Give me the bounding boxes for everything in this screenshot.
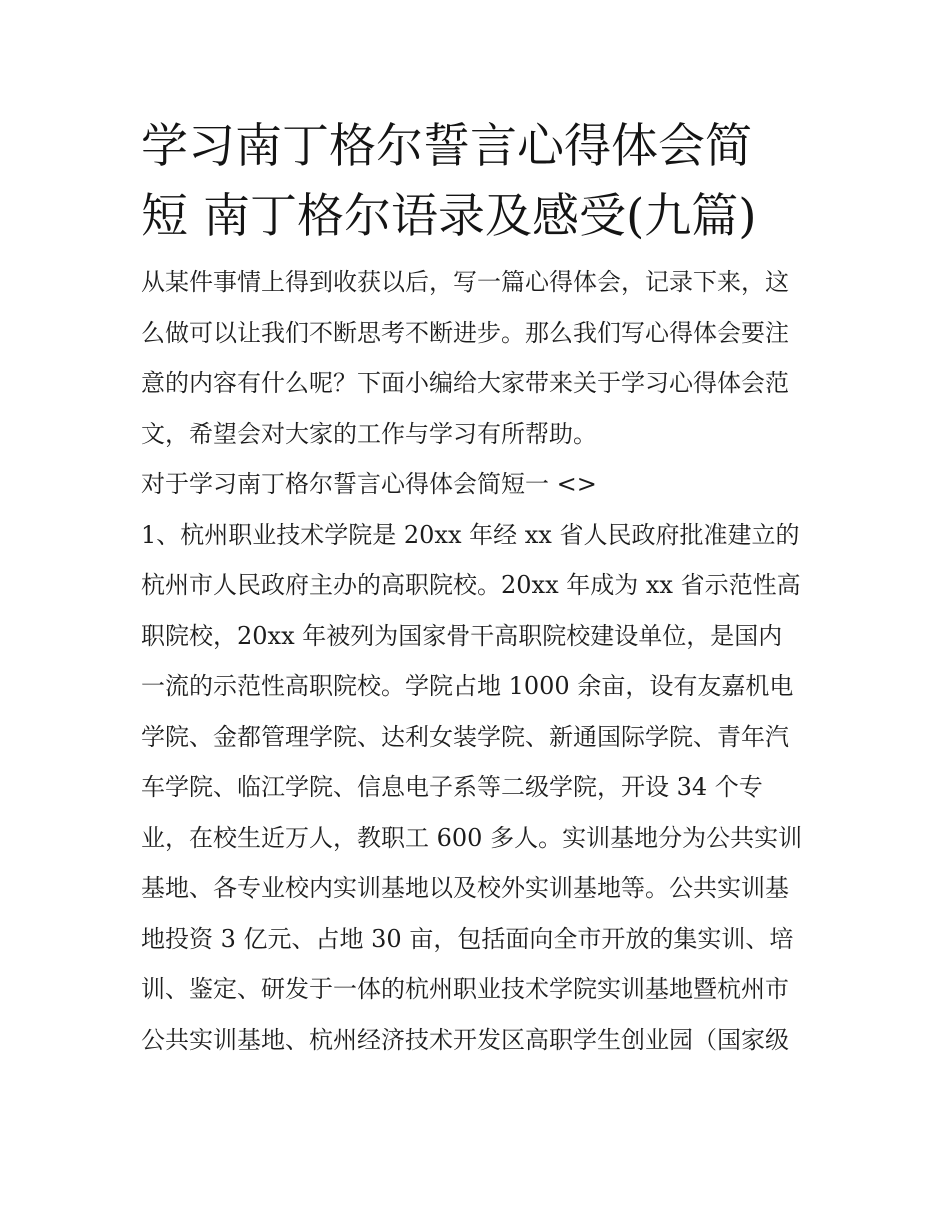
body-line: 一流的示范性高职院校。学院占地 1000 余亩，设有友嘉机电 [141,672,794,700]
body-line: 学院、金都管理学院、达利女装学院、新通国际学院、青年汽 [141,722,789,751]
body-line: 基地、各专业校内实训基地以及校外实训基地等。公共实训基 [141,874,789,902]
body-line: 文，希望会对大家的工作与学习有所帮助。 [141,419,597,448]
document-title [141,112,813,252]
title-line-1: 学习南丁格尔誓言心得体会简 [141,119,752,174]
body-line: 业，在校生近万人，教职工 600 多人。实训基地分为公共实训 [141,823,803,852]
body-line: 车学院、临江学院、信息电子系等二级学院，开设 34 个专 [141,773,763,801]
document-body [141,257,813,1065]
body-line: 1、杭州职业技术学院是 20xx 年经 xx 省人民政府批准建立的 [141,520,800,549]
body-line: 职院校，20xx 年被列为国家骨干高职院校建设单位，是国内 [141,621,783,650]
body-line: 地投资 3 亿元、占地 30 亩，包括面向全市开放的集实训、培 [141,924,794,953]
body-line: 么做可以让我们不断思考不断进步。那么我们写心得体会要注 [141,318,789,347]
body-line: 杭州市人民政府主办的高职院校。20xx 年成为 xx 省示范性高 [141,571,801,599]
document-content [141,112,813,1065]
body-line: 意的内容有什么呢？下面小编给大家带来关于学习心得体会范 [141,369,789,397]
body-line: 公共实训基地、杭州经济技术开发区高职学生创业园（国家级 [141,1025,789,1054]
section-heading: 对于学习南丁格尔誓言心得体会简短一 <> [141,470,597,498]
body-line: 从某件事情上得到收获以后，写一篇心得体会，记录下来，这 [141,268,789,296]
body-line: 训、鉴定、研发于一体的杭州职业技术学院实训基地暨杭州市 [141,975,789,1003]
title-line-2: 短 南丁格尔语录及感受(九篇) [141,189,757,244]
